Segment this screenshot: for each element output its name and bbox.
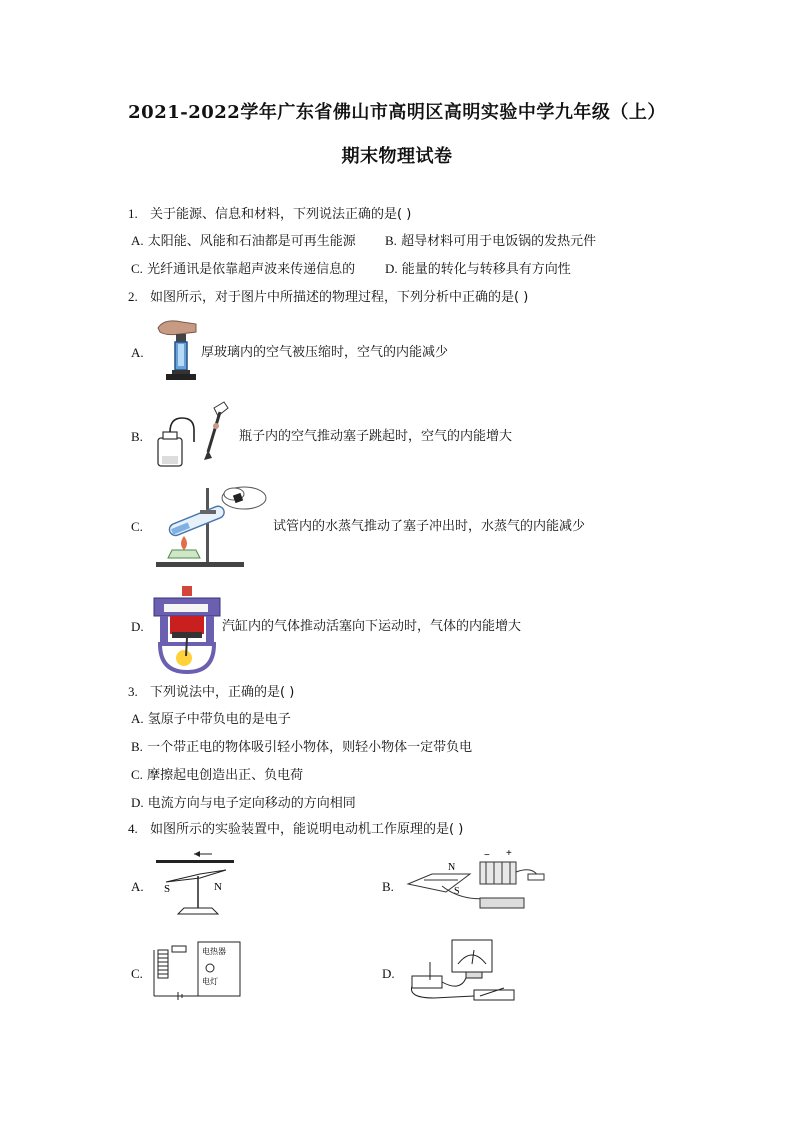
exam-title-line-2: 期末物理试卷	[341, 146, 453, 167]
q2-option-c-text: 试管内的水蒸气推动了塞子冲出时，水蒸气的内能减少	[273, 519, 586, 534]
q3-option-b[interactable]	[131, 738, 472, 757]
option-label: D.	[131, 795, 144, 810]
compass-current-figure	[150, 848, 236, 920]
q2-option-d-text: 汽缸内的气体推动活塞向下运动时，气体的内能增大	[222, 619, 522, 634]
option-label: B.	[382, 879, 394, 894]
q4-option-b[interactable]	[382, 878, 394, 897]
option-text: 摩擦起电创造出正、负电荷	[147, 768, 304, 783]
engine-cylinder-figure	[150, 584, 226, 674]
q1-option-d[interactable]	[385, 260, 571, 279]
option-label: C.	[131, 966, 143, 981]
q4-option-d[interactable]	[382, 965, 395, 984]
heater-label: 电热器	[202, 947, 226, 956]
option-label: C.	[131, 261, 143, 276]
q2-option-b-text: 瓶子内的空气推动塞子跳起时，空气的内能增大	[239, 429, 513, 444]
q1-option-b[interactable]	[385, 232, 596, 251]
option-label: A.	[131, 233, 144, 248]
question-text: 如图所示，对于图片中所描述的物理过程，下列分析中正确的是( )	[150, 290, 529, 305]
option-label: D.	[385, 261, 398, 276]
q3-option-a[interactable]	[131, 710, 291, 729]
question-text: 如图所示的实验装置中，能说明电动机工作原理的是( )	[150, 822, 464, 837]
option-label: D.	[382, 966, 395, 981]
q2-option-a-text: 厚玻璃内的空气被压缩时，空气的内能减少	[201, 345, 449, 360]
option-label: B.	[131, 739, 143, 754]
question-number: 3.	[128, 684, 138, 699]
option-text: 氢原子中带负电的是电子	[147, 712, 291, 727]
option-label: B.	[131, 429, 143, 444]
q2-option-d[interactable]	[131, 618, 144, 637]
electromagnetic-relay-figure	[150, 936, 244, 1004]
lamp-label: 电灯	[202, 977, 218, 986]
question-4-stem	[128, 820, 463, 839]
galvanometer-coil-figure	[404, 936, 520, 1008]
q2-option-b[interactable]	[131, 428, 143, 447]
plus-label: +	[506, 848, 512, 859]
q4-option-c[interactable]	[131, 965, 143, 984]
question-1-stem	[128, 205, 411, 224]
pole-s-label: S	[454, 886, 460, 897]
option-label: A.	[131, 711, 144, 726]
question-text: 关于能源、信息和材料，下列说法正确的是( )	[150, 207, 412, 222]
minus-label: −	[484, 850, 490, 861]
pole-n-label: N	[448, 862, 456, 873]
question-number: 4.	[128, 821, 138, 836]
q2-option-c[interactable]	[131, 518, 143, 537]
question-number: 1.	[128, 206, 138, 221]
question-text: 下列说法中，正确的是( )	[150, 685, 295, 700]
option-label: A.	[131, 345, 144, 360]
pole-s-label: S	[164, 883, 171, 895]
question-2-stem	[128, 288, 528, 307]
option-label: C.	[131, 519, 143, 534]
q1-option-c[interactable]	[131, 260, 355, 279]
q1-option-a[interactable]	[131, 232, 356, 251]
question-number: 2.	[128, 289, 138, 304]
test-tube-steam-figure	[154, 484, 272, 570]
q3-option-d[interactable]	[131, 794, 356, 813]
option-text: 光纤通讯是依靠超声波来传递信息的	[147, 262, 356, 277]
option-label: B.	[385, 233, 397, 248]
magnet-rail-circuit-figure	[402, 846, 552, 910]
option-text: 能量的转化与转移具有方向性	[401, 262, 571, 277]
option-text: 一个带正电的物体吸引轻小物体，则轻小物体一定带负电	[147, 740, 473, 755]
option-text: 超导材料可用于电饭锅的发热元件	[401, 234, 597, 249]
compressed-air-cylinder-figure	[154, 318, 200, 388]
option-label: C.	[131, 767, 143, 782]
bottle-pump-figure	[154, 400, 236, 470]
option-label: D.	[131, 619, 144, 634]
q2-option-a[interactable]	[131, 344, 144, 363]
option-label: A.	[131, 879, 144, 894]
question-3-stem	[128, 683, 294, 702]
exam-title-line-1: 2021-2022学年广东省佛山市高明区高明实验中学九年级（上）	[128, 102, 666, 123]
q4-option-a[interactable]	[131, 878, 144, 897]
option-text: 太阳能、风能和石油都是可再生能源	[147, 234, 356, 249]
q3-option-c[interactable]	[131, 766, 303, 785]
option-text: 电流方向与电子定向移动的方向相同	[147, 796, 356, 811]
pole-n-label: N	[214, 881, 222, 893]
